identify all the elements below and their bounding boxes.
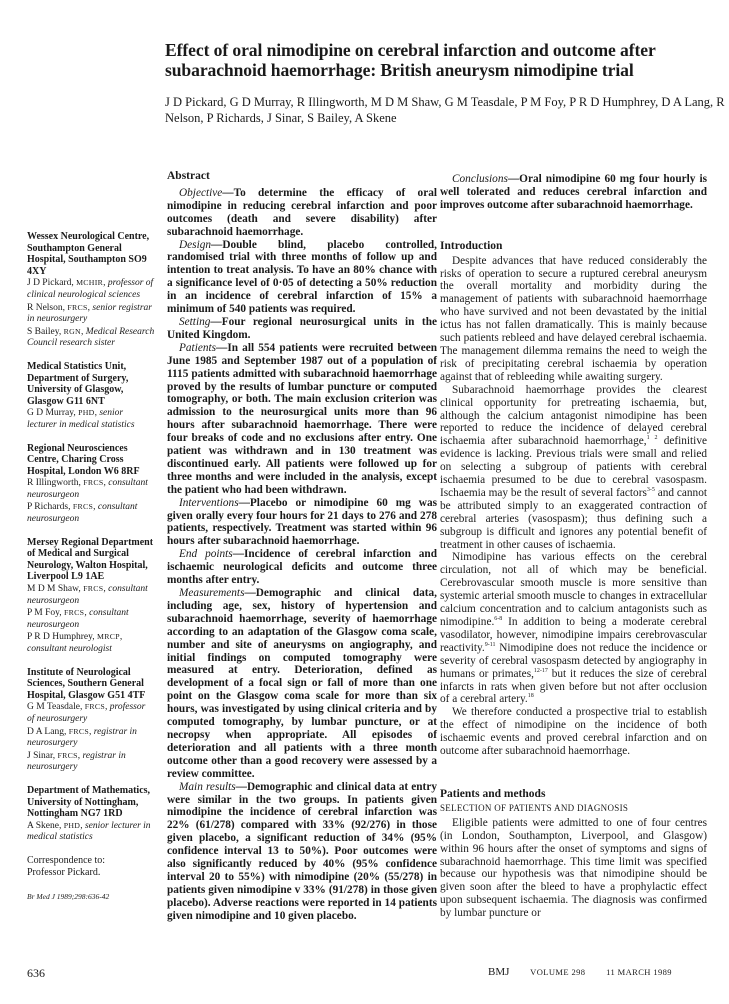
affiliation-person: S Bailey, RGN, Medical Research Council research sister <box>27 326 155 349</box>
page-number: 636 <box>27 966 45 980</box>
citation: Br Med J 1989;298:636-42 <box>27 891 110 901</box>
affiliation-person: A Skene, PHD, senior lecturer in medical statistics <box>27 820 151 843</box>
affiliation-institution: Wessex Neurological Centre, Southampton General Hospital, Southampton SO9 4XY <box>27 231 150 277</box>
affiliation-institution: Regional Neurosciences Centre, Charing Cross Hospital, London W6 8RF <box>27 442 140 477</box>
author-list: J D Pickard, G D Murray, R Illingworth, M D M Shaw, G M Teasdale, P M Foy, P R D Humphrey, D A Lang, R Nelson, P Richards, J Sinar, S Bailey, A Skene <box>165 95 725 125</box>
abstract-patients: Patients—In all 554 patients were recruited between June 1985 and September 1987 out of a population of 1115 patients admitted with subarachnoid haemorrhage proved by the results of lumbar puncture or computed tomography, or both. The main exclusion criterion was admission to the neurosurgical units more than 96 hours after subarachnoid haemorrhage. There were four breaks of code and no exclusions after entry. One patient was withdrawn and in 130 treatment was discontinued early. All patients were followed up for three months and were included in the analysis, except the patient who had been withdrawn. <box>167 341 437 496</box>
abstract-heading: Abstract <box>167 170 210 182</box>
affiliation-person: J D Pickard, MCHIR, professor of clinical neurological sciences <box>27 278 154 300</box>
main-column <box>440 170 707 920</box>
affiliation <box>27 667 155 774</box>
abstract-design: Design—Double blind, placebo controlled, randomised trial with three months of follow up and intention to treat analysis. To have an 80% chance with a significance level of 0·05 of detecting a 50% reduction in an incidence of cerebral infarction of 15% a minimum of 540 patients was required. <box>167 238 437 316</box>
introduction-heading: Introduction <box>440 239 503 252</box>
abstract-measurements: Measurements—Demographic and clinical data, including age, sex, history of hypertension and subarachnoid haemorrhage, severity of haemorrhage according to an adaptation of the Glasgow coma scale, number and site of aneurysms on angiography, and initial findings on computed tomography were measured at entry. Deterioration, defined as development of a focal sign or fall of more than one point on the Glasgow coma scale for more than six hours, was investigated by using clinical criteria and by computed tomography, by lumbar puncture, or at necropsy when appropriate. All episodes of deterioration and all patients with a three month outcome other than a good recovery were assessed by a review committee. <box>167 587 437 780</box>
affiliation <box>27 361 155 432</box>
abstract-end-points: End points—Incidence of cerebral infarction and ischaemic neurological deficits and outcome three months after entry. <box>167 548 437 587</box>
abstract-conclusions: Conclusions—Oral nimodipine 60 mg four hourly is well tolerated and reduces cerebral infarction and improves outcome after subarachnoid haemorrhage. <box>440 173 707 211</box>
abstract-column <box>167 170 437 923</box>
article-title: Effect of oral nimodipine on cerebral infarction and outcome after subarachnoid haemorrhage: British aneurysm nimodipine trial <box>165 40 656 80</box>
reference-marker: 6-8 <box>494 616 503 623</box>
affiliation-institution: Department of Mathematics, University of Nottingham, Nottingham NG7 1RD <box>27 784 151 820</box>
affiliation-person: J Sinar, FRCS, registrar in neurosurgery <box>27 750 126 773</box>
reference-marker: 3-5 <box>646 487 655 494</box>
reference-marker: 9-11 <box>484 642 496 649</box>
affiliation-person: P M Foy, FRCS, consultant neurosurgeon <box>27 608 129 630</box>
intro-paragraph: We therefore conducted a prospective trial to establish the effect of nimodipine on the incidence of both ischaemic events and proved cerebral infarction and on outcome after subarachnoid haemorrhage. <box>440 706 707 758</box>
methods-paragraph: Eligible patients were admitted to one of four centres (in London, Southampton, Liverpool, and Glasgow) within 96 hours after the onset of symptoms and signs of subarachnoid haemorrhage. This time limit was specified because our hypothesis was that nimodipine should be given soon after the bleed to have a prophylactic effect upon subsequent ischaemia. The diagnosis was confirmed by lumbar puncture or <box>440 816 707 920</box>
journal-volume: VOLUME 298 <box>530 967 586 977</box>
affiliation-person: R Illingworth, FRCS, consultant neurosurgeon <box>27 478 148 500</box>
methods-subheading: SELECTION OF PATIENTS AND DIAGNOSIS <box>440 802 629 813</box>
abstract-objective: Objective—To determine the efficacy of oral nimodipine in reducing cerebral infarction and poor outcomes (death and severe disability) after subarachnoid haemorrhage. <box>167 186 437 238</box>
abstract-main-results: Main results—Demographic and clinical data at entry were similar in the two groups. In patients given nimodipine the incidence of cerebral infarction was 22% (61/278) compared with 33% (92/276) in those given placebo, a significant reduction of 34% (95% confidence interval 13 to 50%). Poor outcomes were also significantly reduced by 40% (95% confidence interval 20 to 55%) with nimodipine (20% (55/278) in patients given nimodipine v 33% (91/278) in those given placebo). Adverse reactions were reported in 14 patients given nimodipine and 10 given placebo. <box>167 780 437 922</box>
issue-date: 11 MARCH 1989 <box>606 967 672 977</box>
reference-marker: 1 2 <box>646 435 658 442</box>
affiliation-person: M D M Shaw, FRCS, consultant neurosurgeon <box>27 584 148 606</box>
affiliation-person: G M Teasdale, FRCS, professor of neurosurgery <box>27 702 146 724</box>
reference-marker: 12-17 <box>533 667 548 674</box>
affiliation-institution: Medical Statistics Unit, Department of Surgery, University of Glasgow, Glasgow G11 6NT <box>27 360 129 407</box>
intro-paragraph: Despite advances that have reduced considerably the risks of operation to secure a ruptured cerebral aneurysm the overall mortality and morbidity during the management of patients with subarachnoid haemorrhage who have survived and not been devastated by the initial ictus has not fallen dramatically. This is mainly because such patients rebleed and have delayed cerebral ischaemia. The management dilemma remains the need to weigh the risk of precipitating cerebral ischaemia by operation against that of rebleeding while awaiting surgery. <box>440 254 707 383</box>
intro-paragraph: Nimodipine has various effects on the cerebral circulation, not all of which may be beneficial. Cerebrovascular smooth muscle is more sensitive than systemic arterial smooth muscle to changes in extracellular calcium concentration and to calcium antagonists such as nimodipine.$^{6-8}$ In addition to being a moderate cerebral vasodilator, however, nimodipine impairs cerebrovascular reactivity.$^{9-11}$ Nimodipine does not reduce the incidence or severity of cerebral vasospasm detected by angiography in humans or primates,$^{12-17}$ but it reduces the size of cerebral infarcts in rats when given before but not after occlusion of a cerebral artery.$^{18}$ <box>440 551 707 706</box>
reference-marker: 18 <box>527 693 534 700</box>
affiliation-person: G D Murray, PHD, senior lecturer in medical statistics <box>27 408 135 430</box>
abstract-setting: Setting—Four regional neurosurgical units in the United Kingdom. <box>167 315 437 341</box>
methods-heading: Patients and methods <box>440 787 546 800</box>
affiliation-person: R Nelson, FRCS, senior registrar in neurosurgery <box>27 302 152 325</box>
affiliation-institution: Institute of Neurological Sciences, Southern General Hospital, Glasgow G51 4TF <box>27 666 146 701</box>
affiliations-sidebar <box>27 231 155 903</box>
affiliation-person: P Richards, FRCS, consultant neurosurgeon <box>27 502 138 525</box>
correspondence: Correspondence to: Professor Pickard. <box>27 854 106 878</box>
affiliation <box>27 785 155 844</box>
affiliation-person: D A Lang, FRCS, registrar in neurosurgery <box>27 726 137 749</box>
affiliation <box>27 443 155 526</box>
affiliation <box>27 231 155 350</box>
intro-paragraph: Subarachnoid haemorrhage provides the clearest clinical opportunity for pretreating ischaemia, but, although the calcium antagonist nimodipine has been reported to reduce the incidence of delayed cerebral ischaemia after subarachnoid haemorrhage,$^{1 2}$ definitive evidence is lacking. Previous trials were small and relied on selecting a subgroup of patients with cerebral ischaemia presumed to be due to cerebral vasospasm. Ischaemia may be the result of several factors$^{3-5}$ and cannot be attributed simply to an exaggerated contraction of cerebral arteries (vasospasm); thus defining such a subgroup is difficult and ignores any potential benefit of treatment in other causes of ischaemia. <box>440 383 707 551</box>
journal-name: BMJ <box>488 966 510 978</box>
affiliation <box>27 537 155 656</box>
abstract-interventions: Interventions—Placebo or nimodipine 60 mg was given orally every four hours for 21 days to 276 and 278 patients, respectively. Treatment was started within 96 hours after subarachnoid haemorrhage. <box>167 496 437 548</box>
affiliation-institution: Mersey Regional Department of Medical and Surgical Neurology, Walton Hospital, Liverpool L9 1AE <box>27 536 154 583</box>
affiliation-person: P R D Humphrey, MRCP, consultant neurologist <box>27 632 123 654</box>
journal-footer <box>488 966 672 978</box>
